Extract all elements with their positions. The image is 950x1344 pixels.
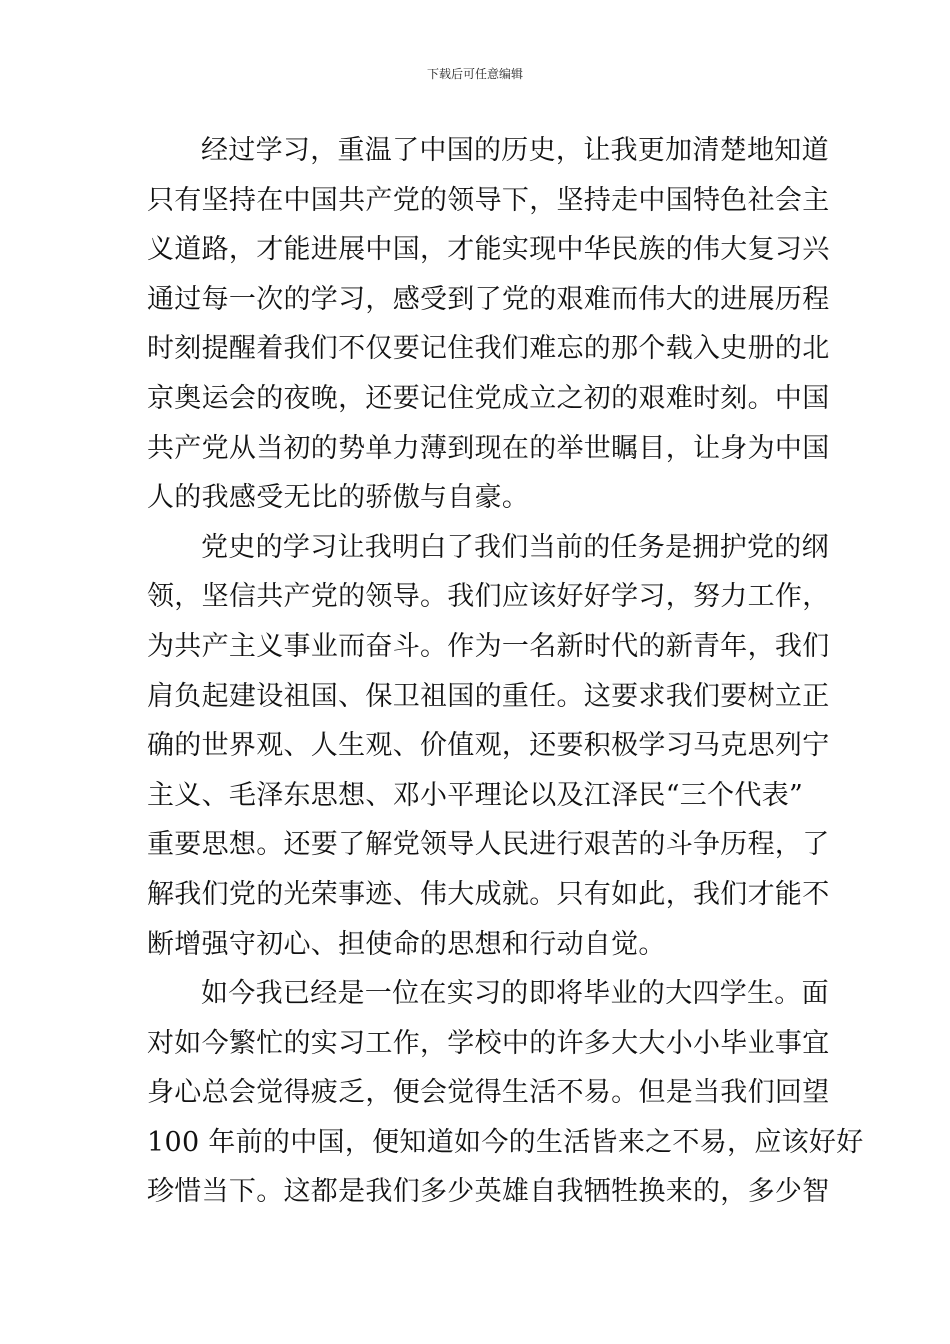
paragraph-line: 珍惜当下。这都是我们多少英雄自我牺牲换来的，多少智 bbox=[147, 1176, 830, 1208]
paragraph-line: 时刻提醒着我们不仅要记住我们难忘的那个载入史册的北 bbox=[147, 333, 830, 365]
page-header: 下载后可任意编辑 bbox=[426, 67, 523, 81]
paragraph-line: 人的我感受无比的骄傲与自豪。 bbox=[147, 482, 530, 514]
paragraph-line: 重要思想。还要了解党领导人民进行艰苦的斗争历程，了 bbox=[147, 829, 830, 861]
paragraph-1 bbox=[147, 126, 830, 523]
paragraph-line: 对如今繁忙的实习工作，学校中的许多大大小小毕业事宜 bbox=[147, 1027, 830, 1059]
paragraph-3 bbox=[147, 969, 864, 1217]
paragraph-line: 通过每一次的学习，感受到了党的艰难而伟大的进展历程 bbox=[147, 283, 830, 315]
paragraph-line: 100 年前的中国，便知道如今的生活皆来之不易，应该好好 bbox=[147, 1126, 864, 1158]
paragraph-line: 肩负起建设祖国、保卫祖国的重任。这要求我们要树立正 bbox=[147, 680, 830, 712]
paragraph-line: 经过学习，重温了中国的历史，让我更加清楚地知道 bbox=[201, 135, 829, 166]
paragraph-line: 主义、毛泽东思想、邓小平理论以及江泽民“三个代表” bbox=[147, 779, 804, 811]
paragraph-line: 身心总会觉得疲乏，便会觉得生活不易。但是当我们回望 bbox=[147, 1077, 830, 1109]
paragraph-line: 为共产主义事业而奋斗。作为一名新时代的新青年，我们 bbox=[147, 630, 830, 662]
paragraph-line: 共产党从当初的势单力薄到现在的举世瞩目，让身为中国 bbox=[147, 432, 830, 464]
document-body bbox=[147, 126, 864, 1217]
paragraph-line: 义道路，才能进展中国，才能实现中华民族的伟大复习兴 bbox=[147, 234, 830, 266]
paragraph-line: 党史的学习让我明白了我们当前的任务是拥护党的纲 bbox=[201, 531, 829, 563]
paragraph-line: 只有坚持在中国共产党的领导下，坚持走中国特色社会主 bbox=[147, 184, 830, 216]
paragraph-line: 确的世界观、人生观、价值观，还要积极学习马克思列宁 bbox=[147, 730, 830, 762]
paragraph-line: 如今我已经是一位在实习的即将毕业的大四学生。面 bbox=[201, 978, 829, 1010]
paragraph-2 bbox=[147, 523, 830, 969]
paragraph-line: 解我们党的光荣事迹、伟大成就。只有如此，我们才能不 bbox=[147, 878, 830, 910]
paragraph-line: 领，坚信共产党的领导。我们应该好好学习，努力工作， bbox=[147, 581, 830, 613]
paragraph-line: 京奥运会的夜晚，还要记住党成立之初的艰难时刻。中国 bbox=[147, 382, 830, 414]
paragraph-line: 断增强守初心、担使命的思想和行动自觉。 bbox=[147, 928, 666, 960]
